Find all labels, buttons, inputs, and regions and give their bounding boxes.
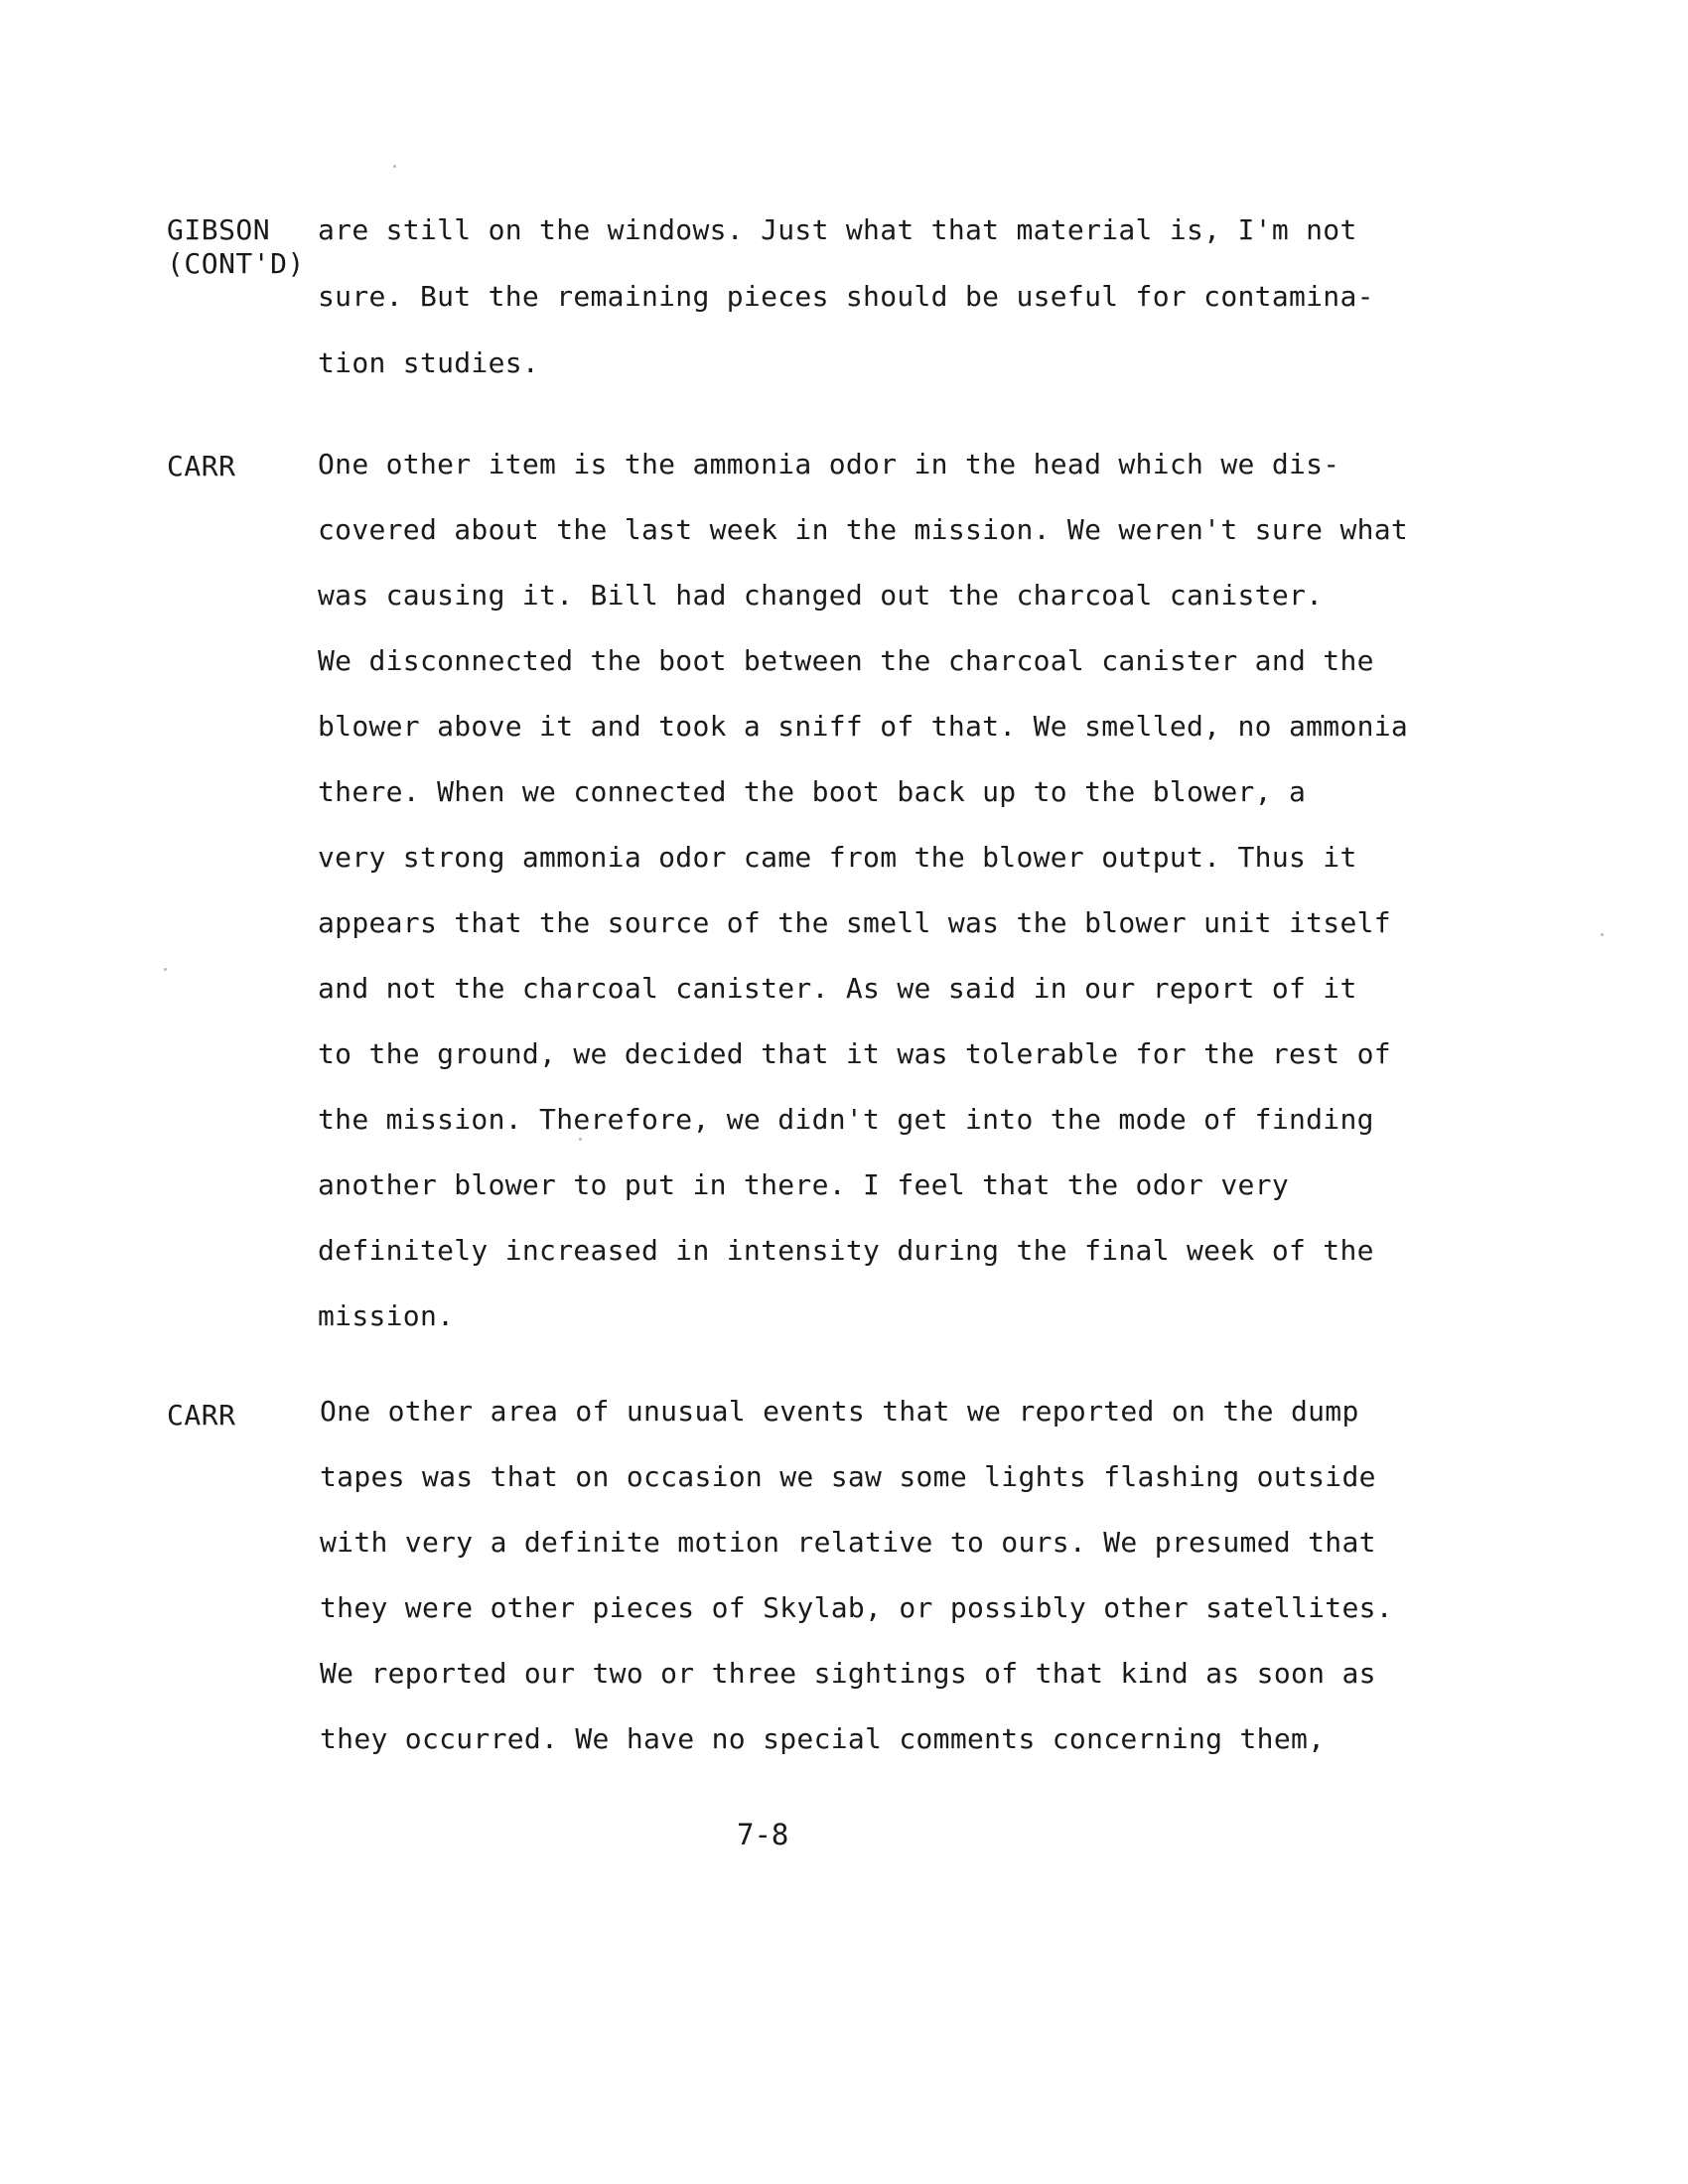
- speaker-continuation: (CONT'D): [167, 247, 305, 280]
- paragraph-line: are still on the windows. Just what that material is, I'm not: [318, 213, 1357, 246]
- paragraph-line: with very a definite motion relative to ours. We presumed that: [320, 1526, 1376, 1559]
- paragraph-line: very strong ammonia odor came from the blower output. Thus it: [318, 841, 1357, 874]
- paragraph-line: tion studies.: [318, 346, 540, 379]
- paragraph-line: was causing it. Bill had changed out the charcoal canister.: [318, 579, 1324, 612]
- paragraph-line: another blower to put in there. I feel that the odor very: [318, 1168, 1289, 1201]
- paragraph-line: appears that the source of the smell was the blower unit itself: [318, 906, 1391, 939]
- paragraph-line: We disconnected the boot between the charcoal canister and the: [318, 644, 1374, 677]
- paragraph-line: there. When we connected the boot back up to the blower, a: [318, 775, 1307, 808]
- paragraph-line: One other item is the ammonia odor in the head which we dis-: [318, 448, 1340, 480]
- paragraph-line: We reported our two or three sightings of that kind as soon as: [320, 1657, 1376, 1690]
- paragraph-line: mission.: [318, 1299, 455, 1332]
- paragraph-line: One other area of unusual events that we reported on the dump: [320, 1395, 1359, 1428]
- scan-speck: [579, 1138, 582, 1141]
- paragraph-line: to the ground, we decided that it was tolerable for the rest of: [318, 1037, 1391, 1070]
- speaker-name: CARR: [167, 450, 236, 482]
- paragraph-line: they occurred. We have no special comments concerning them,: [320, 1722, 1326, 1755]
- paragraph-line: sure. But the remaining pieces should be useful for contamina-: [318, 280, 1374, 313]
- paragraph-line: the mission. Therefore, we didn't get into the mode of finding: [318, 1103, 1374, 1136]
- scan-speck: [1601, 933, 1604, 936]
- paragraph-line: blower above it and took a sniff of that. We smelled, no ammonia: [318, 710, 1409, 743]
- speaker-name: CARR: [167, 1399, 236, 1432]
- paragraph-line: and not the charcoal canister. As we said in our report of it: [318, 972, 1357, 1005]
- paragraph-line: tapes was that on occasion we saw some lights flashing outside: [320, 1460, 1376, 1493]
- paragraph-line: definitely increased in intensity during the final week of the: [318, 1234, 1374, 1267]
- page-number: 7-8: [737, 1818, 789, 1851]
- scan-speck: [164, 968, 167, 971]
- paragraph-line: covered about the last week in the mission. We weren't sure what: [318, 513, 1409, 546]
- speaker-name: GIBSON: [167, 213, 271, 246]
- scan-speck: [393, 165, 396, 168]
- paragraph-line: they were other pieces of Skylab, or possibly other satellites.: [320, 1591, 1393, 1624]
